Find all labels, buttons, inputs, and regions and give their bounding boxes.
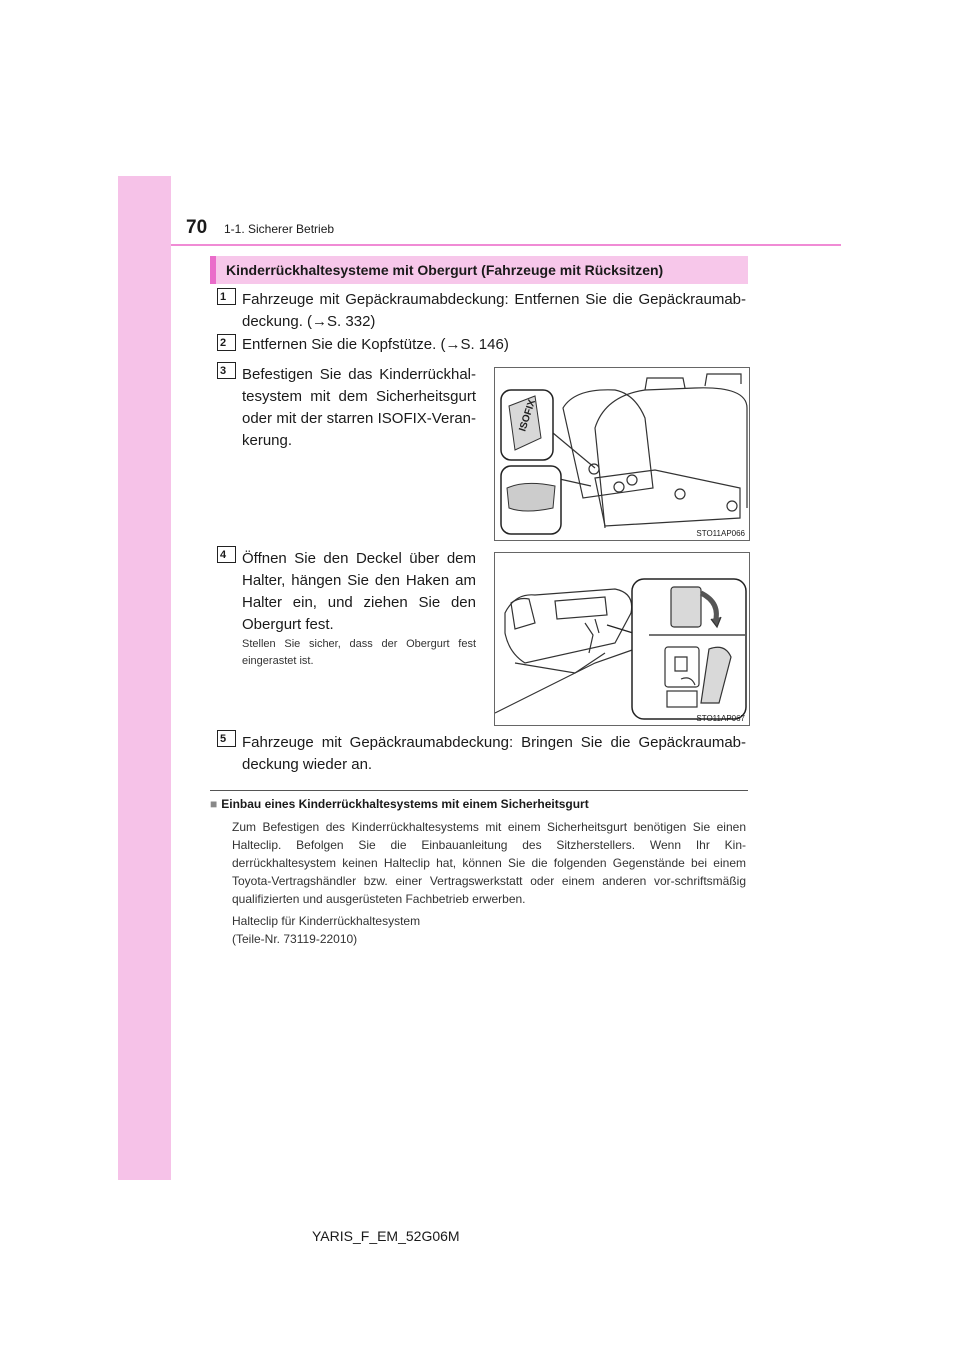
step-number-4: 4 — [217, 546, 236, 563]
page-number: 70 — [186, 217, 208, 238]
isofix-seat-illustration — [495, 368, 749, 540]
note-body: Zum Befestigen des Kinderrückhaltesystems mit einem Sicherheitsgurt benötigen Sie einen Halteclip. Befolgen Sie die Einbauanleitung des Sitzherstellers. Wenn Ihr Kin-derrückhaltesystem keinen Halteclip hat, können Sie die folgenden Gegenstände bei einem Toyota-Vertragshändler bzw. einer Vertragswerkstatt oder einem anderen vor-schriftsmäßig qualifizierten und ausgerüsteten Fachbetrieb erwerben. — [232, 820, 746, 906]
figure-id-1: STO11AP066 — [696, 529, 745, 538]
step-subnote-4: Stellen Sie sicher, dass der Obergurt fest eingerastet ist. — [242, 638, 476, 667]
step-text-1: Fahrzeuge mit Gepäckraumabdeckung: Entfernen Sie die Gepäckraumab-deckung. (→S. 332) — [242, 291, 746, 330]
side-tab — [118, 176, 171, 1180]
note-part-info — [232, 912, 420, 948]
note-heading — [210, 797, 589, 811]
isofix-label: ISOFIX — [517, 398, 538, 433]
note-title-text: Einbau eines Kinderrückhaltesystems mit einem Sicherheitsgurt — [221, 797, 589, 811]
tether-anchor-illustration — [495, 553, 749, 725]
step-number-1: 1 — [217, 288, 236, 305]
step-number-5: 5 — [217, 730, 236, 747]
header-rule — [171, 244, 841, 246]
step-text-2: Entfernen Sie die Kopfstütze. (→S. 146) — [242, 336, 509, 353]
figure-isofix — [494, 367, 750, 541]
part-number: (Teile-Nr. 73119-22010) — [232, 932, 358, 946]
step-number-2: 2 — [217, 334, 236, 351]
section-heading: Kinderrückhaltesysteme mit Obergurt (Fahrzeuge mit Rücksitzen) — [210, 256, 748, 284]
step-number-3: 3 — [217, 362, 236, 379]
note-divider — [210, 790, 748, 791]
step-text-5: Fahrzeuge mit Gepäckraumabdeckung: Bringen Sie die Gepäckraumab-deckung wieder an. — [242, 734, 746, 773]
square-bullet-icon: ■ — [210, 797, 218, 811]
step-text-3: Befestigen Sie das Kinderrückhal-tesystem mit dem Sicherheitsgurt oder mit der starren ISOFIX-Veran-kerung. — [242, 366, 476, 449]
document-code: YARIS_F_EM_52G06M — [312, 1228, 460, 1244]
part-name: Halteclip für Kinderrückhaltesystem — [232, 914, 421, 928]
step-text-4: Öffnen Sie den Deckel über dem Halter, hängen Sie den Haken am Halter ein, und ziehen Sie den Obergurt fest. — [242, 550, 476, 633]
section-title: 1-1. Sicherer Betrieb — [224, 222, 335, 236]
figure-id-2: STO11AP067 — [696, 714, 745, 723]
figure-tether-anchor — [494, 552, 750, 726]
